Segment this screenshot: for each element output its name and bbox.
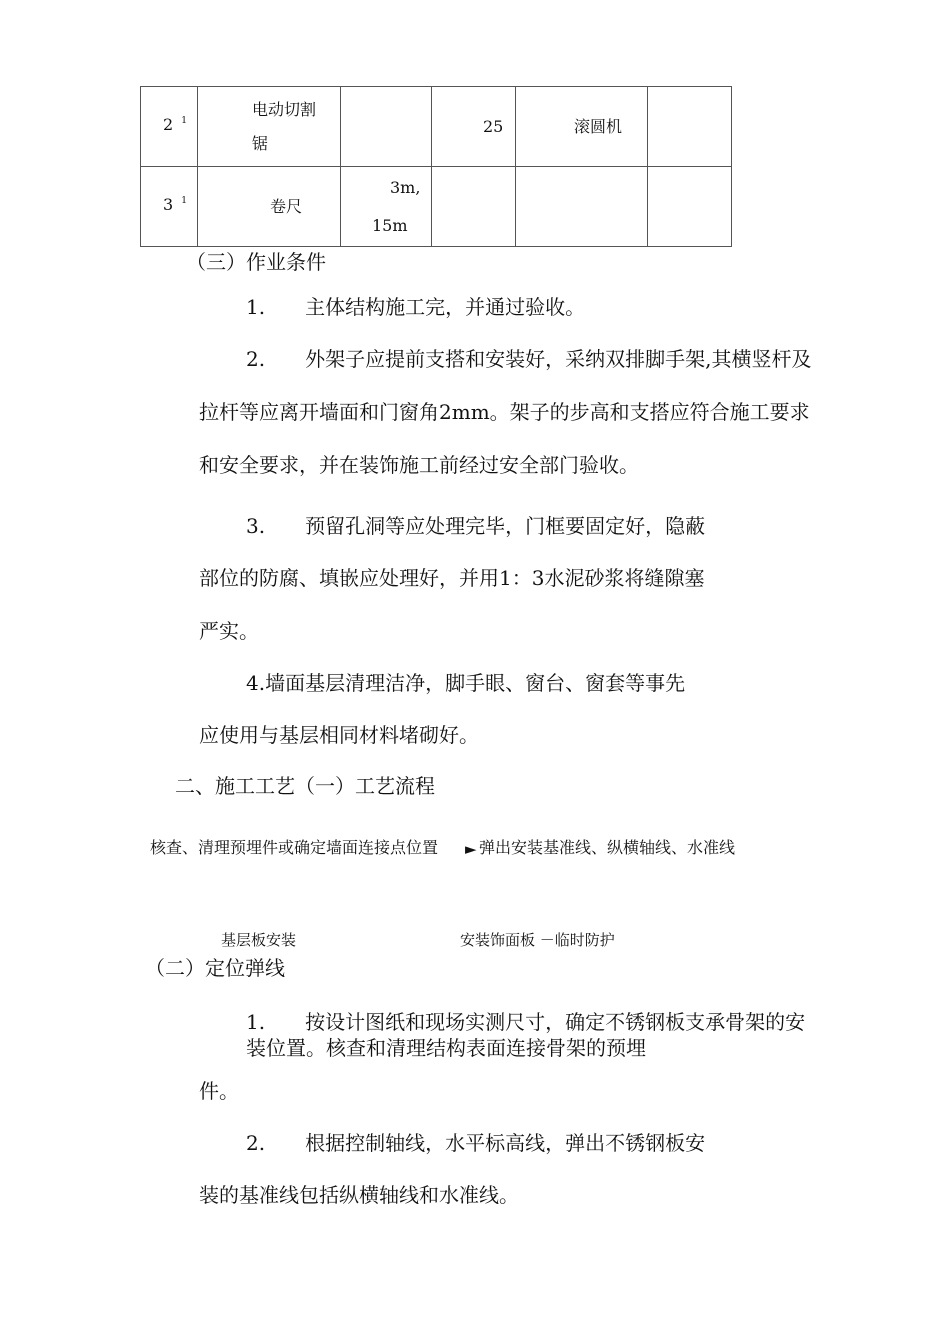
table-cell-name — [198, 167, 341, 247]
table-cell-qty — [432, 167, 516, 247]
table-cell-spec — [341, 87, 432, 167]
section-heading-process: 二、施工工艺（一）工艺流程 — [175, 774, 435, 798]
table-cell-spec — [341, 167, 432, 247]
equipment-spec-cont: 15m — [372, 215, 408, 235]
section-heading-conditions: （三）作业条件 — [186, 250, 326, 274]
equipment-table — [140, 86, 732, 247]
paragraph-line: 2. 外架子应提前支搭和安装好，采纳双排脚手架,其横竖杆及 — [246, 347, 812, 371]
paragraph-line: 应使用与基层相同材料堵砌好。 — [199, 723, 479, 747]
table-cell-no — [141, 167, 198, 247]
flow-step: 弹出安装基准线、纵横轴线、水准线 — [479, 838, 736, 857]
table-row — [141, 87, 732, 167]
table-cell-extra — [648, 87, 732, 167]
paragraph-line: 1. 按设计图纸和现场实测尺寸，确定不锈钢板支承骨架的安 — [246, 1010, 806, 1034]
row-mark: 1 — [181, 196, 187, 206]
flow-step: 核查、清理预埋件或确定墙面连接点位置 — [150, 838, 439, 857]
paragraph-line: 2. 根据控制轴线，水平标高线，弹出不锈钢板安 — [246, 1131, 706, 1155]
row-mark: 1 — [181, 116, 187, 126]
row-number: 3 — [163, 195, 174, 214]
table-cell-extra — [648, 167, 732, 247]
table-row — [141, 167, 732, 247]
equipment-name-2: 滚圆机 — [574, 116, 623, 136]
paragraph-line: 严实。 — [199, 619, 259, 643]
paragraph-line: 4.墙面基层清理洁净，脚手眼、窗台、窗套等事先 — [246, 671, 686, 695]
paragraph-line: 3. 预留孔洞等应处理完毕，门框要固定好，隐蔽 — [246, 514, 706, 538]
paragraph-line: 部位的防腐、填嵌应处理好，并用1：3水泥砂浆将缝隙塞 — [199, 566, 705, 590]
flow-step: 基层板安装 — [221, 931, 297, 949]
equipment-spec: 3m, — [390, 177, 421, 197]
paragraph-line: 装位置。核查和清理结构表面连接骨架的预埋 — [246, 1036, 646, 1060]
paragraph-line: 和安全要求，并在装饰施工前经过安全部门验收。 — [199, 453, 639, 477]
equipment-name: 电动切割 — [252, 99, 317, 119]
paragraph-line: 拉杆等应离开墙面和门窗角2mm。架子的步高和支搭应符合施工要求 — [199, 400, 810, 424]
table-cell-name — [198, 87, 341, 167]
paragraph-line: 装的基准线包括纵横轴线和水准线。 — [199, 1183, 519, 1207]
table-cell-name2 — [516, 167, 648, 247]
equipment-qty: 25 — [483, 116, 504, 136]
arrow-right-icon: ► — [465, 840, 477, 858]
section-heading-layout: （二）定位弹线 — [145, 956, 285, 980]
table-cell-no — [141, 87, 198, 167]
row-number: 2 — [163, 115, 174, 134]
equipment-name-cont: 锯 — [252, 133, 269, 153]
paragraph-line: 1. 主体结构施工完，并通过验收。 — [246, 295, 586, 319]
equipment-name: 卷尺 — [270, 196, 303, 216]
flow-step: 安装饰面板 －临时防护 — [460, 931, 615, 949]
table-cell-name2 — [516, 87, 648, 167]
table-cell-qty — [432, 87, 516, 167]
paragraph-line: 件。 — [199, 1079, 239, 1103]
